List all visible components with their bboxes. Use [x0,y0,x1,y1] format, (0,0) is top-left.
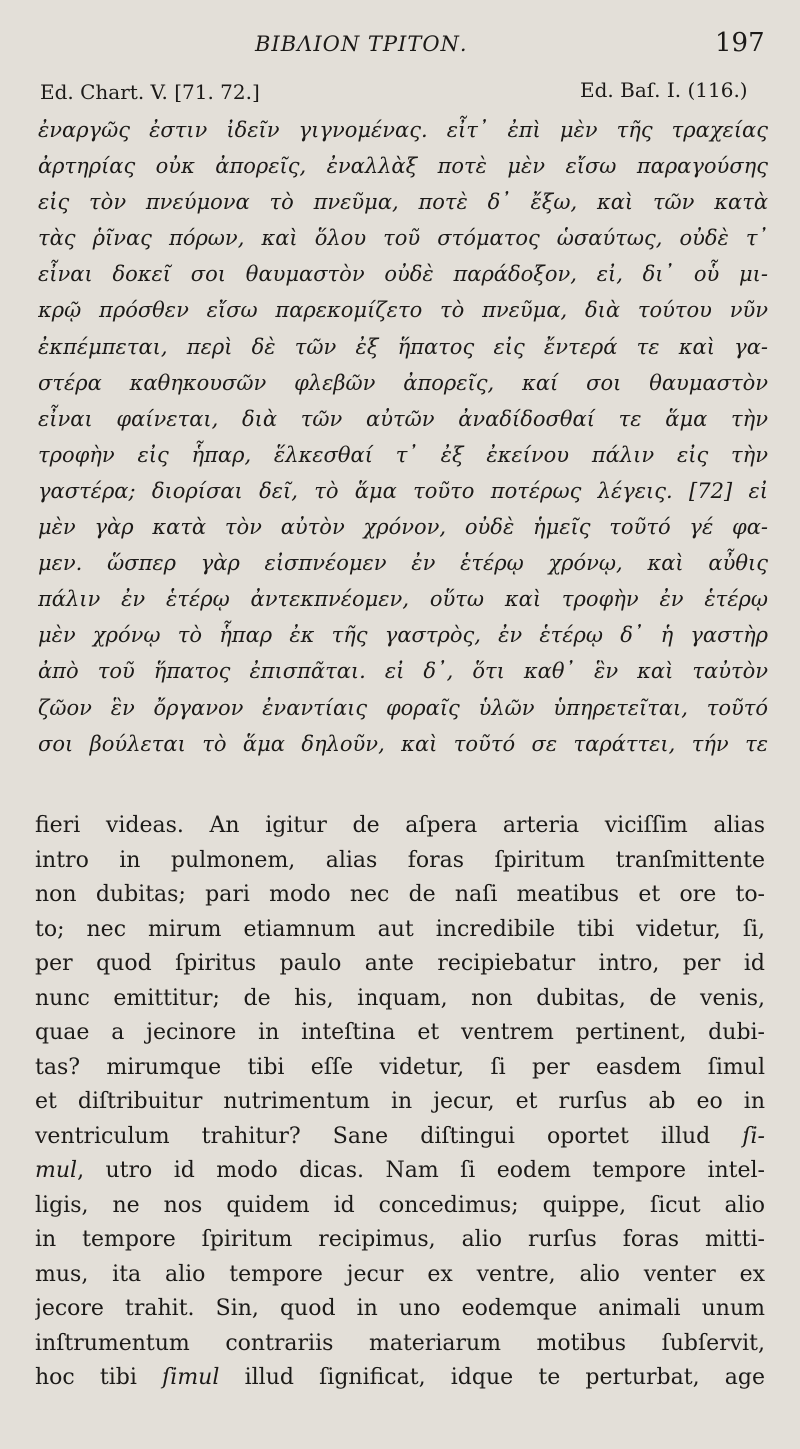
greek-text-block [38,112,768,762]
latin-text-line [35,1189,765,1224]
greek-text-line: μὲν γὰρ κατὰ τὸν αὐτὸν χρόνον, οὐδὲ ἡμεῖς τοῦτό γέ φα- [38,515,768,540]
text-segment: to; nec mirum etiamnum aut incredibile tibi videtur, ſi, [35,916,765,942]
latin-text-line [35,844,765,879]
latin-text-line [35,1361,765,1396]
text-segment: nunc emittitur; de his, inquam, non dubitas, de venis, [35,985,765,1011]
latin-text-line [35,1154,765,1189]
italic-text-segment: ſimul [162,1365,220,1390]
italic-text-segment: ſi- [742,1123,765,1149]
text-segment: non dubitas; pari modo nec de naſi meatibus et ore to- [35,882,765,907]
text-segment: mus, ita alio tempore jecur ex ventre, alio venter ex [35,1261,765,1287]
edition-references [0,78,800,108]
latin-text-line [35,809,765,844]
running-title: ΒΙΒΛΙΟΝ ΤΡΙΤΟΝ. [255,32,468,56]
latin-text-line [35,947,765,982]
greek-text-line: ἐναργῶς ἐστιν ἰδεῖν γιγνομένας. εἶτ᾿ ἐπὶ μὲν τῆς τραχείας [38,118,768,142]
latin-text-line [35,1292,765,1327]
latin-text-line [35,982,765,1017]
text-segment: fieri videas. An igitur de aſpera arteria viciſſim alias [35,813,765,838]
greek-text-line: σοι βούλεται τὸ ἅμα δηλοῦν, καὶ τοῦτό σε ταράττει, τήν τε [38,731,768,756]
edition-reference-basel: Ed. Baſ. I. (116.) [580,78,748,102]
page-number: 197 [715,28,765,58]
greek-text-line: γαστέρα; διορίσαι δεῖ, τὸ ἅμα τοῦτο ποτέρως λέγεις. [72] εἰ [38,478,768,503]
latin-text-line [35,1051,765,1086]
greek-text-line: εἶναι δοκεῖ σοι θαυμαστὸν οὐδὲ παράδοξον, εἰ, δι᾿ οὗ μι- [38,262,768,287]
italic-text-segment: mul [35,1158,78,1183]
text-segment: intro in pulmonem, alias foras ſpiritum tranſmittente [35,847,765,873]
greek-text-line: ἀπὸ τοῦ ἥπατος ἐπισπᾶται. εἰ δ᾿, ὅτι καθ᾿ ἓν καὶ ταὐτὸν [38,659,768,684]
greek-text-line: κρῷ πρόσθεν εἴσω παρεκομίζετο τὸ πνεῦμα, διὰ τούτου νῦν [38,298,768,323]
text-segment: inſtrumentum contrariis materiarum motibus ſubſervit, [35,1330,765,1356]
text-segment: tas? mirumque tibi eſſe videtur, ſi per easdem ſimul [35,1054,765,1080]
latin-translation-block [35,809,765,1396]
latin-text-line [35,1085,765,1120]
greek-text-line: εἰς τὸν πνεύμονα τὸ πνεῦμα, ποτὲ δ᾿ ἔξω, καὶ τῶν κατὰ [38,190,768,215]
latin-text-line [35,878,765,913]
text-segment: ventriculum trahitur? Sane diſtingui oportet illud [35,1123,743,1149]
greek-text-line: στέρα καθηκουσῶν φλεβῶν ἀπορεῖς, καί σοι θαυμαστὸν [38,370,768,395]
greek-text-line: τὰς ῥῖνας πόρων, καὶ ὅλου τοῦ στόματος ὡσαύτως, οὐδὲ τ᾿ [38,226,768,251]
text-segment: illud ſignificat, idque te perturbat, age [219,1365,765,1390]
text-segment: per quod ſpiritus paulo ante recipiebatur intro, per id [35,951,765,976]
greek-text-line: μεν. ὥσπερ γὰρ εἰσπνέομεν ἐν ἑτέρῳ χρόνῳ, καὶ αὖθις [38,551,768,576]
latin-text-line [35,1327,765,1362]
text-segment: quae a jecinore in inteſtina et ventrem pertinent, dubi- [35,1020,765,1045]
greek-text-line: τροφὴν εἰς ἧπαρ, ἕλκεσθαί τ᾿ ἐξ ἐκείνου πάλιν εἰς τὴν [38,442,768,467]
latin-text-line [35,913,765,948]
text-segment: , utro id modo dicas. Nam ſi eodem tempore intel- [77,1158,765,1183]
text-segment: ligis, ne nos quidem id concedimus; quippe, ſicut alio [35,1192,765,1218]
greek-text-line: ζῶον ἓν ὄργανον ἐναντίαις φοραῖς ὑλῶν ὑπηρετεῖται, τοῦτό [38,695,768,720]
greek-text-line: εἶναι φαίνεται, διὰ τῶν αὐτῶν ἀναδίδοσθαί τε ἅμα τὴν [38,406,768,431]
text-segment: jecore trahit. Sin, quod in uno eodemque animali unum [35,1296,765,1321]
latin-text-line [35,1258,765,1293]
latin-text-line [35,1223,765,1258]
greek-text-line: ἐκπέμπεται, περὶ δὲ τῶν ἐξ ἥπατος εἰς ἔντερά τε καὶ γα- [38,334,768,359]
latin-text-line [35,1016,765,1051]
text-segment: et diſtribuitur nutrimentum in jecur, et rurſus ab eo in [35,1089,765,1114]
text-segment: in tempore ſpiritum recipimus, alio rurſus foras mitti- [35,1227,765,1252]
edition-reference-chartier: Ed. Chart. V. [71. 72.] [40,80,260,104]
text-segment: hoc tibi [35,1365,163,1390]
greek-text-line: μὲν χρόνῳ τὸ ἧπαρ ἐκ τῆς γαστρὸς, ἐν ἑτέρῳ δ᾿ ἡ γαστὴρ [38,623,768,648]
running-head [0,28,800,62]
greek-text-line: ἀρτηρίας οὐκ ἀπορεῖς, ἐναλλὰξ ποτὲ μὲν εἴσω παραγούσης [38,154,768,179]
latin-text-line [35,1120,765,1155]
greek-text-line: πάλιν ἐν ἑτέρῳ ἀντεκπνέομεν, οὕτω καὶ τροφὴν ἐν ἑτέρῳ [38,587,768,612]
